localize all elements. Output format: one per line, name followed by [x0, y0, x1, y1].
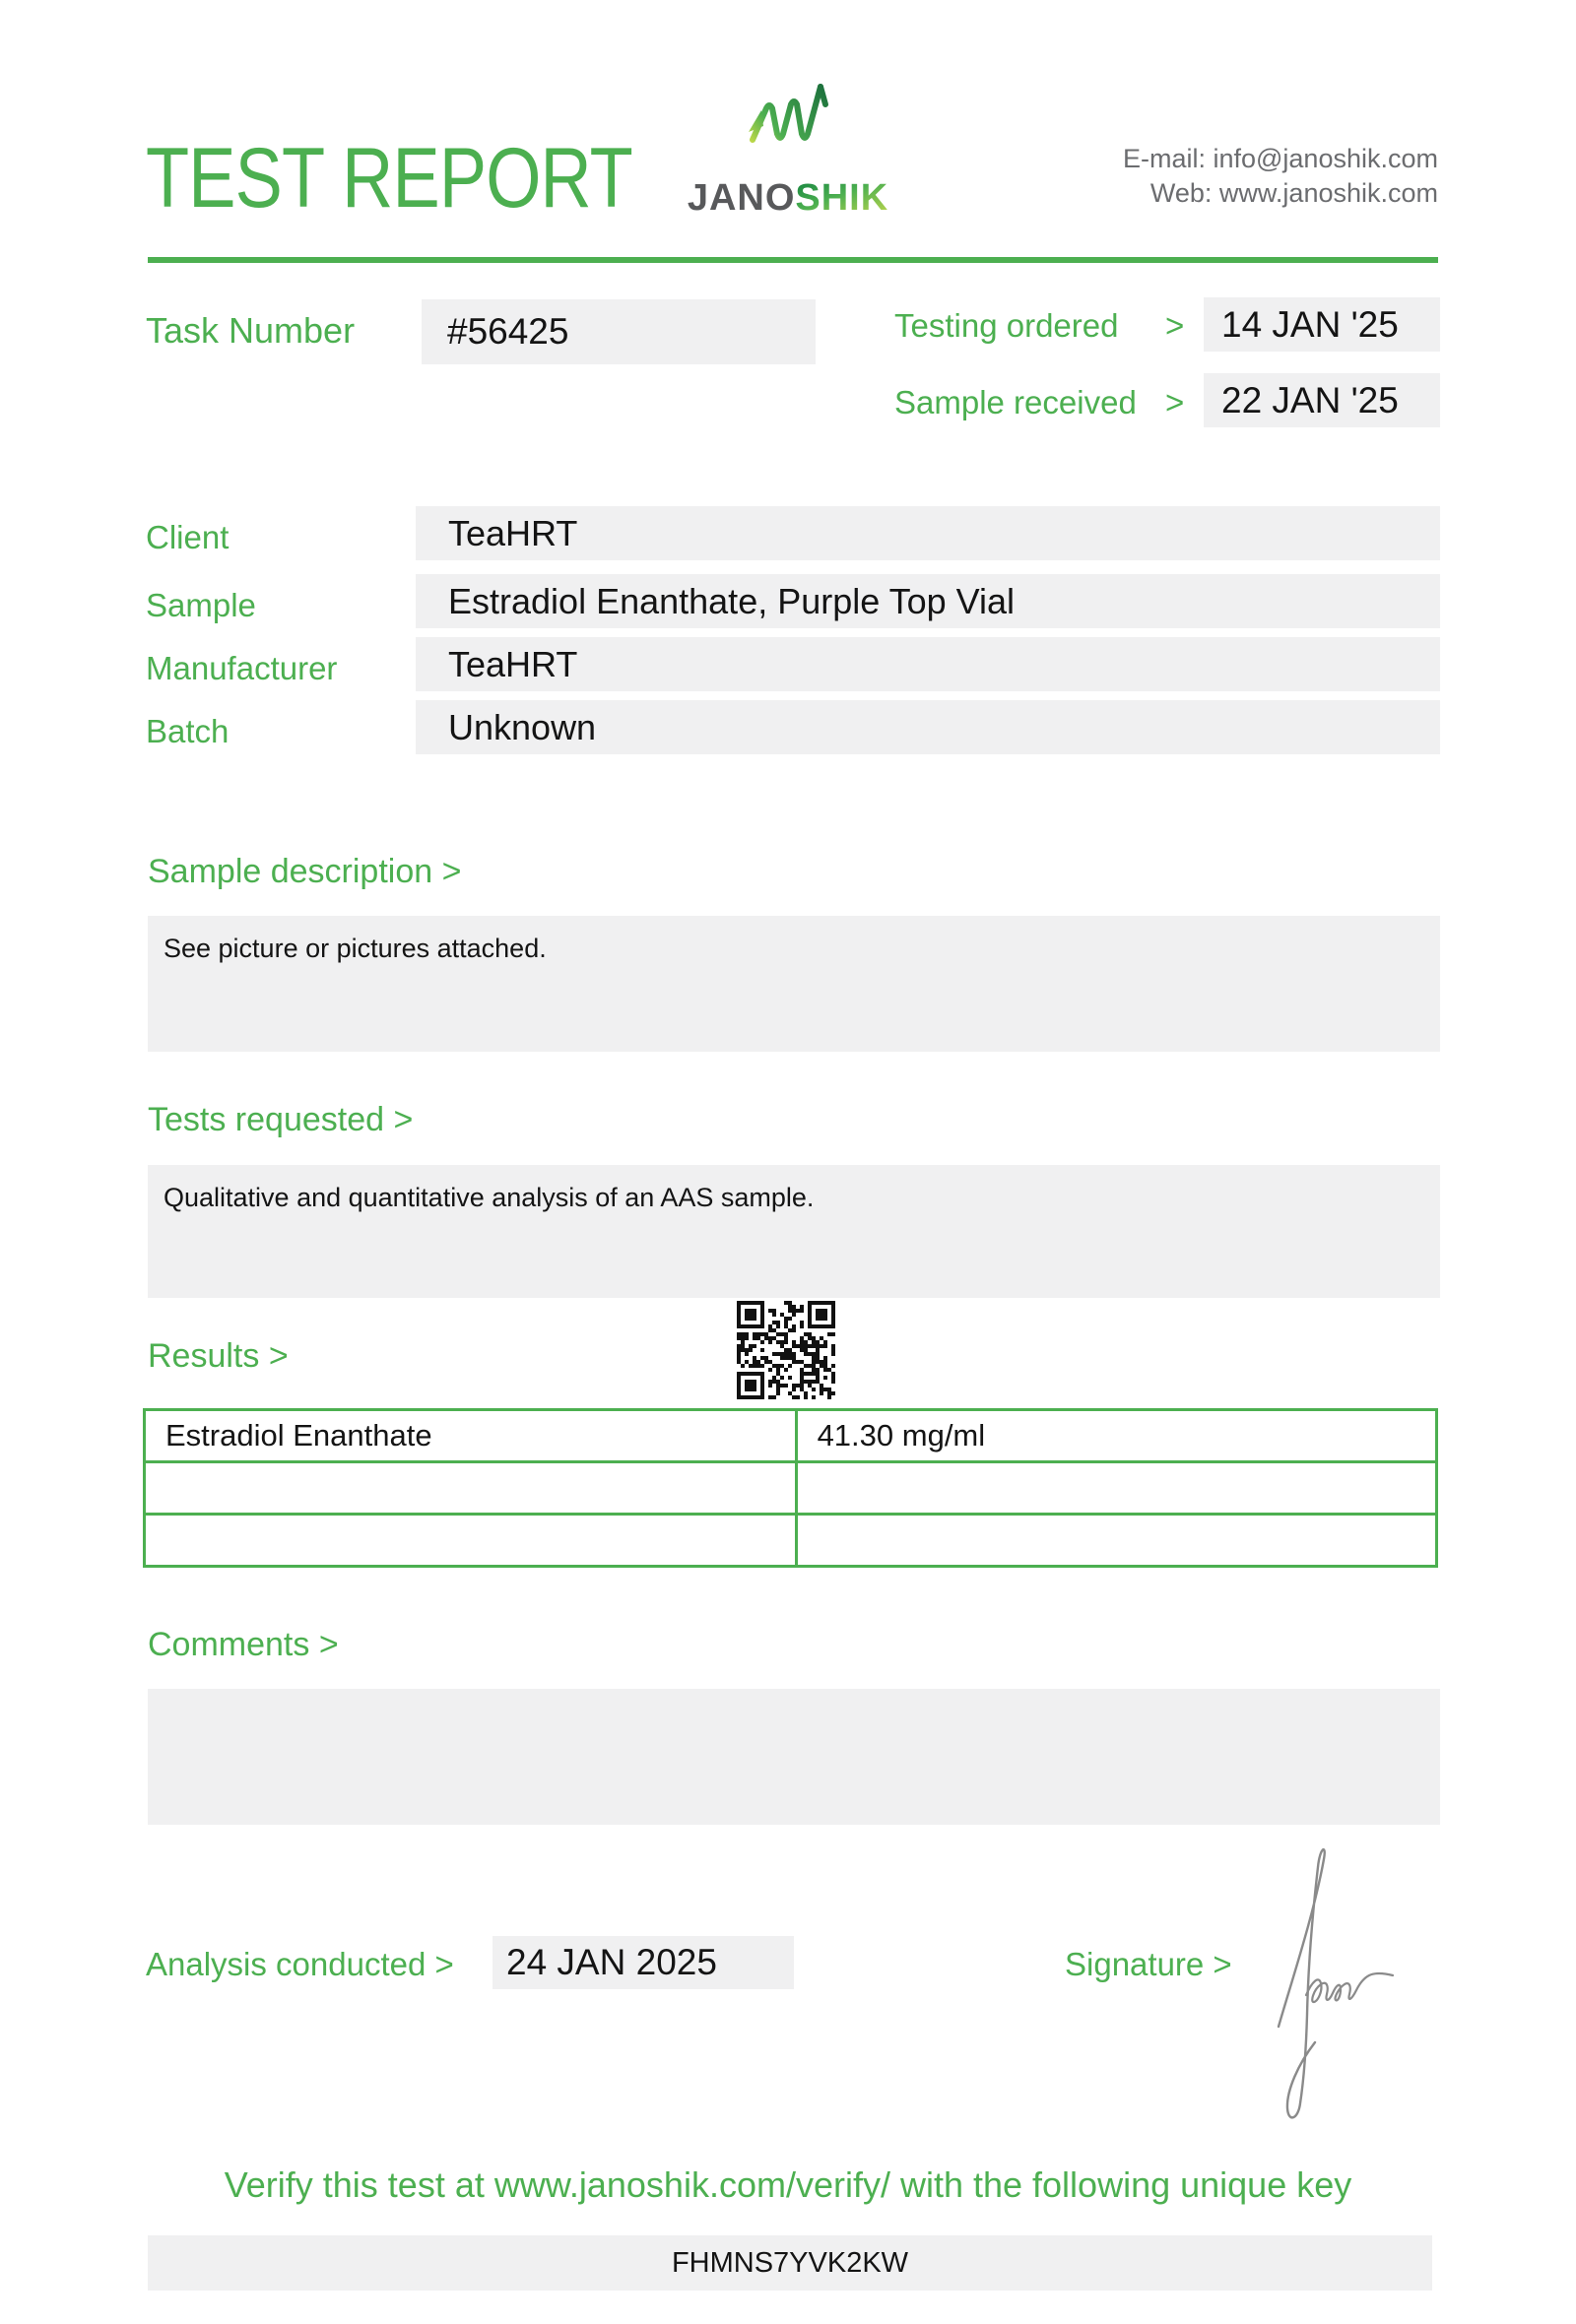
tests-requested-heading: Tests requested > — [148, 1101, 414, 1138]
sample-description-text: See picture or pictures attached. — [164, 934, 547, 963]
sample-received-box — [1204, 373, 1440, 427]
header-divider — [148, 257, 1438, 263]
verify-instruction: Verify this test at www.janoshik.com/verify/ with the following unique key — [224, 2164, 1352, 2205]
client-label: Client — [146, 519, 230, 555]
comments-heading: Comments > — [148, 1626, 339, 1663]
sample-box — [416, 574, 1440, 628]
analysis-date-value: 24 JAN 2025 — [506, 1942, 717, 1982]
brand-wordmark — [680, 177, 896, 220]
sample-received-arrow: > — [1165, 384, 1185, 420]
batch-box — [416, 700, 1440, 754]
comments-box — [148, 1689, 1440, 1825]
client-value: TeaHRT — [448, 512, 578, 553]
results-table — [143, 1408, 1438, 1568]
contact-email: E-mail: info@janoshik.com — [1122, 144, 1438, 173]
sample-received-label: Sample received — [894, 384, 1137, 420]
manufacturer-value: TeaHRT — [448, 643, 578, 684]
result-value-cell: 41.30 mg/ml — [796, 1410, 1436, 1462]
verify-key-value: FHMNS7YVK2KW — [671, 2246, 909, 2279]
sample-label: Sample — [146, 587, 256, 623]
page-title: TEST REPORT — [146, 131, 632, 226]
client-box — [416, 506, 1440, 560]
results-heading: Results > — [148, 1337, 289, 1375]
tests-requested-box — [148, 1165, 1440, 1298]
result-value-cell — [796, 1515, 1436, 1567]
growth-chart-icon — [737, 71, 831, 170]
contact-web: Web: www.janoshik.com — [1149, 178, 1438, 208]
analysis-date-box — [492, 1936, 794, 1989]
handwritten-signature — [1271, 1820, 1409, 2140]
sample-received-value: 22 JAN '25 — [1221, 379, 1399, 420]
batch-label: Batch — [146, 713, 230, 749]
result-value-cell — [796, 1462, 1436, 1515]
result-name-cell: Estradiol Enanthate — [145, 1410, 797, 1462]
testing-ordered-box — [1204, 297, 1440, 352]
tests-requested-text: Qualitative and quantitative analysis of an AAS sample. — [164, 1183, 815, 1212]
analysis-conducted-label: Analysis conducted > — [146, 1946, 454, 1982]
manufacturer-label: Manufacturer — [146, 650, 338, 686]
brand-shik: SHIK — [795, 177, 889, 219]
testing-ordered-value: 14 JAN '25 — [1221, 303, 1399, 345]
testing-ordered-arrow: > — [1165, 307, 1185, 344]
contact-info — [1123, 142, 1438, 211]
sample-description-box — [148, 916, 1440, 1052]
task-number-value: #56425 — [447, 311, 569, 352]
results-row — [145, 1462, 1437, 1515]
result-name-cell — [145, 1462, 797, 1515]
task-number-label: Task Number — [146, 310, 356, 351]
batch-value: Unknown — [448, 706, 597, 747]
sample-description-heading: Sample description > — [148, 853, 462, 890]
verify-key-box — [148, 2235, 1432, 2291]
brand-jano: JANO — [687, 177, 796, 219]
qr-code — [737, 1301, 835, 1399]
signature-label: Signature > — [1065, 1946, 1232, 1982]
testing-ordered-label: Testing ordered — [894, 307, 1119, 344]
sample-value: Estradiol Enanthate, Purple Top Vial — [448, 580, 1016, 621]
results-row — [145, 1515, 1437, 1567]
result-name-cell — [145, 1515, 797, 1567]
task-number-box — [422, 299, 816, 364]
results-row — [145, 1410, 1437, 1462]
manufacturer-box — [416, 637, 1440, 691]
